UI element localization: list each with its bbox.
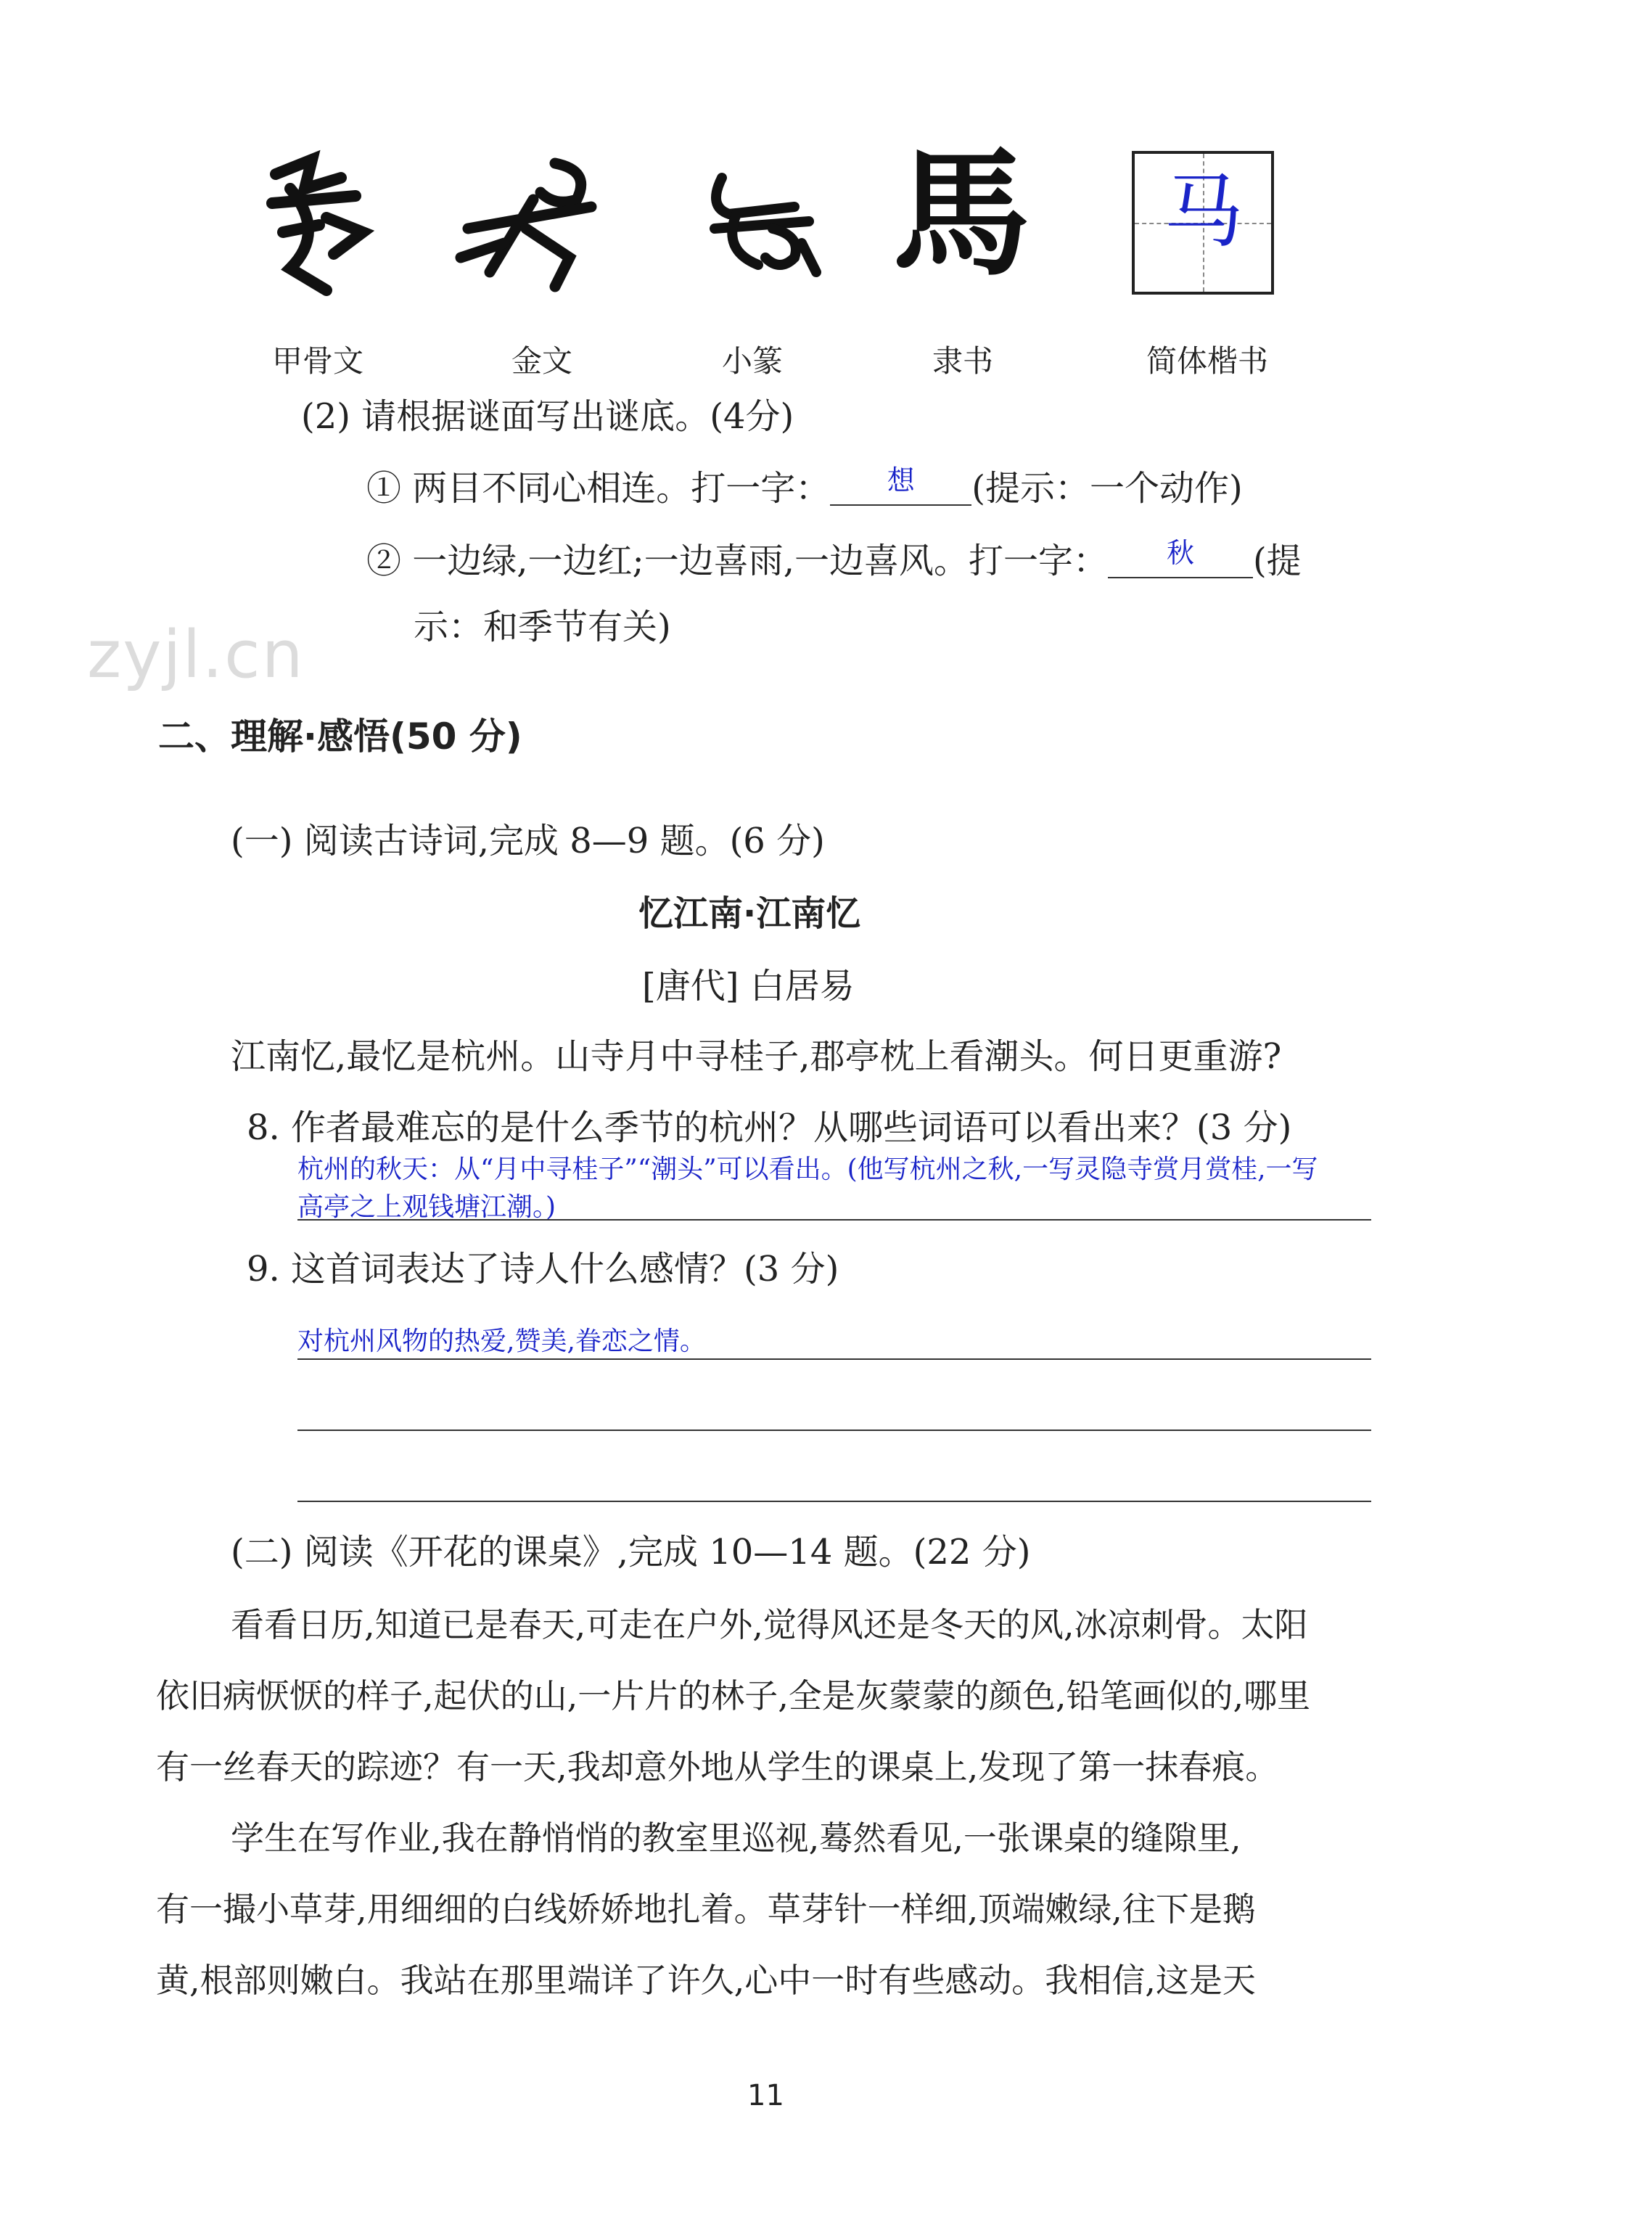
riddle-1-answer: 想 [887, 464, 915, 496]
passage-line: 有一丝春天的踪迹？有一天,我却意外地从学生的课桌上,发现了第一抹春痕。 [156, 1747, 1279, 1787]
passage-line: 看看日历,知道已是春天,可走在户外,觉得风还是冬天的风,冰凉刺骨。太阳 [231, 1605, 1308, 1644]
writing-grid [1132, 151, 1274, 295]
caption-clerical: 隶书 [932, 343, 994, 379]
riddle-1 [366, 464, 1243, 509]
riddle-2-hint-start: (提 [1252, 541, 1302, 581]
answer-line [297, 1501, 1371, 1502]
poem-text: 江南忆,最忆是杭州。山寺月中寻桂子,郡亭枕上看潮头。何日更重游? [231, 1036, 1282, 1077]
riddle-1-text: ① 两目不同心相连。打一字： [366, 468, 831, 509]
clerical-horse-glyph: 馬 [892, 133, 1031, 295]
caption-bronze: 金文 [511, 343, 573, 379]
riddle-2-hint-cont: 示：和季节有关) [414, 607, 671, 647]
oracle-bone-horse-glyph [261, 145, 377, 308]
caption-small-seal: 小篆 [722, 343, 784, 379]
question-9-answer: 对杭州风物的热爱,赞美,眷恋之情。 [297, 1326, 706, 1356]
question-9: 9. 这首词表达了诗人什么感情？(3 分) [247, 1249, 839, 1289]
bronze-horse-glyph [446, 149, 613, 297]
riddle-2-text: ② 一边绿,一边红;一边喜雨,一边喜风。打一字： [366, 541, 1108, 581]
watermark: zyjl.cn [87, 617, 305, 693]
riddle-2-answer: 秋 [1166, 537, 1194, 569]
page-number: 11 [747, 2079, 784, 2112]
grid-answer: 马 [1164, 165, 1244, 258]
riddle-1-blank [830, 464, 971, 506]
caption-simplified: 简体楷书 [1146, 343, 1269, 379]
poem-title: 忆江南·江南忆 [638, 893, 861, 934]
question-8-answer-line-1: 杭州的秋天：从“月中寻桂子”“潮头”可以看出。(他写杭州之秋,一写灵隐寺赏月赏桂,一写 [297, 1154, 1318, 1184]
answer-line [297, 1430, 1371, 1431]
riddle-2-blank [1108, 537, 1253, 578]
caption-oracle-bone: 甲骨文 [272, 343, 364, 379]
question-8: 8. 作者最难忘的是什么季节的杭州？从哪些词语可以看出来？(3 分) [247, 1107, 1292, 1148]
small-seal-horse-glyph [693, 163, 823, 282]
answer-line [297, 1358, 1371, 1360]
part-1-intro: (一) 阅读古诗词,完成 8—9 题。(6 分) [231, 821, 825, 861]
riddle-prompt: (2) 请根据谜面写出谜底。(4分) [301, 396, 794, 437]
poem-author: [唐代] 白居易 [642, 966, 855, 1006]
passage-line: 依旧病恹恹的样子,起伏的山,一片片的林子,全是灰蒙蒙的颜色,铅笔画似的,哪里 [156, 1676, 1311, 1715]
answer-line [297, 1219, 1371, 1221]
riddle-2 [366, 537, 1302, 581]
question-8-answer-line-2: 高亭之上观钱塘江潮。) [297, 1192, 556, 1222]
passage-line: 学生在写作业,我在静悄悄的教室里巡视,蓦然看见,一张课桌的缝隙里, [231, 1818, 1241, 1858]
passage-line: 黄,根部则嫩白。我站在那里端详了许久,心中一时有些感动。我相信,这是天 [156, 1961, 1256, 2000]
part-2-intro: (二) 阅读《开花的课桌》,完成 10—14 题。(22 分) [231, 1532, 1031, 1572]
riddle-1-hint: (提示：一个动作) [971, 468, 1243, 509]
passage-line: 有一撮小草芽,用细细的白线娇娇地扎着。草芽针一样细,顶端嫩绿,往下是鹅 [156, 1890, 1256, 1929]
section-2-title: 二、理解·感悟(50 分) [158, 715, 522, 758]
